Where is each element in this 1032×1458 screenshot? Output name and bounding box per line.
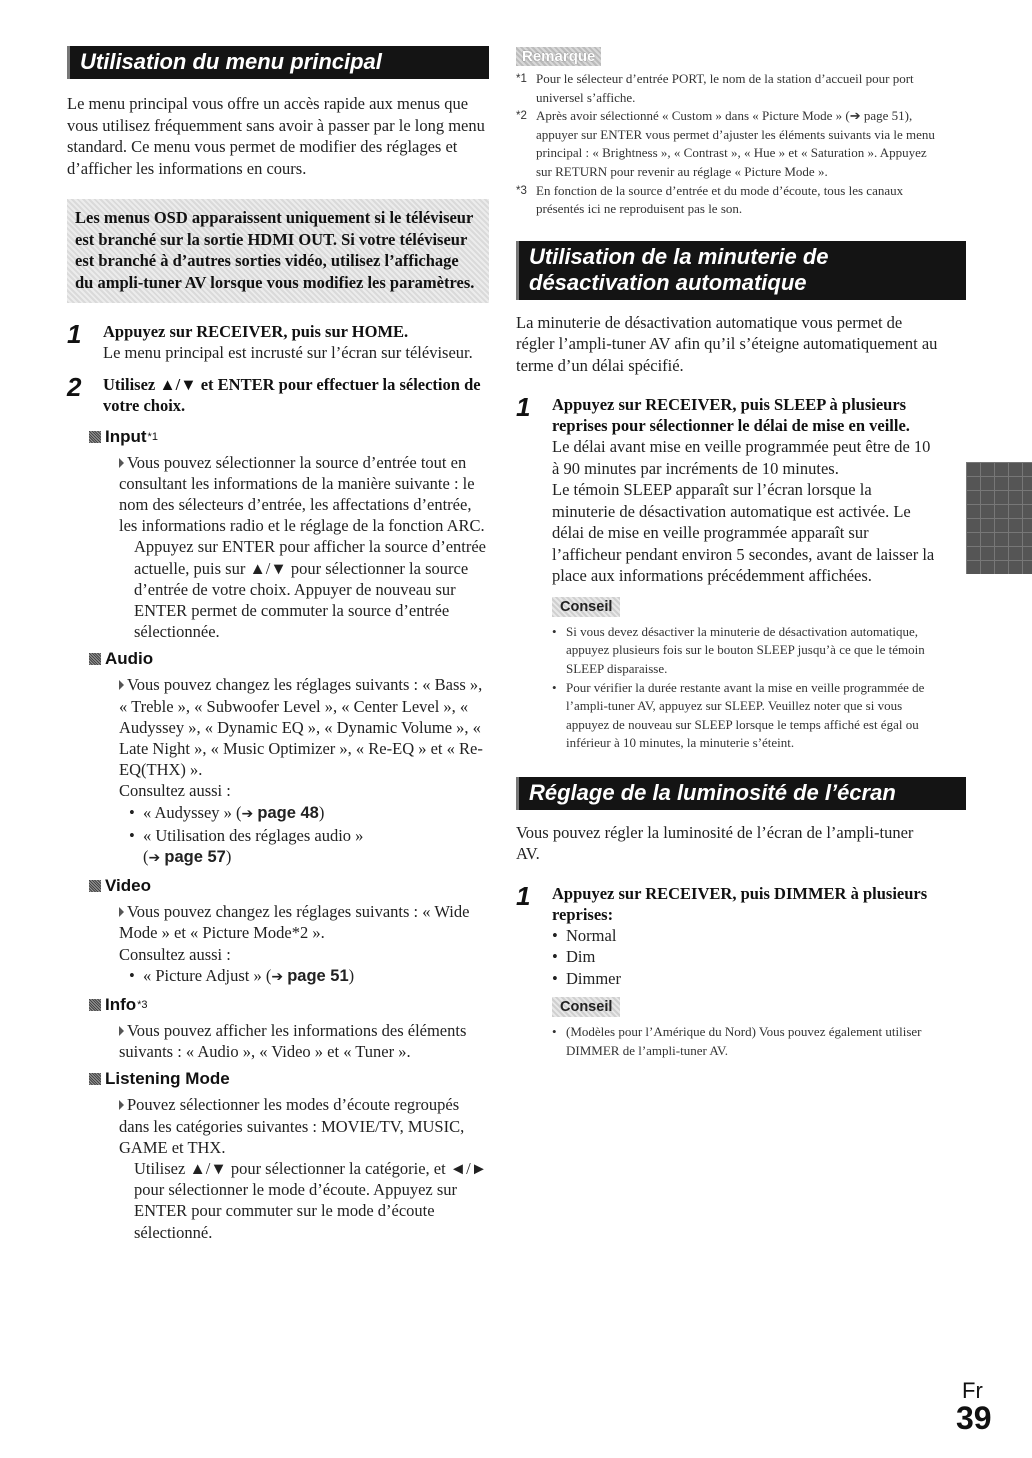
step-number: 1 [516, 880, 531, 911]
dimmer-option: • Normal [552, 925, 938, 947]
triangle-bullet-icon [119, 1100, 124, 1110]
square-bullet-icon [89, 1073, 101, 1085]
chapter-tab [966, 462, 1032, 574]
remarque-label: Remarque [516, 47, 601, 66]
square-bullet-icon [89, 431, 101, 443]
footnote: *3 En fonction de la source d’entrée et du mode d’écoute, tous les canaux présentés ici ne reproduisent pas le son. [516, 182, 904, 217]
osd-highlight-box: Les menus OSD apparaissent uniquement si le téléviseur est branché sur la sortie HDMI OUT. Si votre téléviseur est branché à d’autres sorties vidéo, utilisez l’affichage du ampli-tuner AV lorsque vous modifiez les paramètres. [67, 199, 489, 303]
input-description-2: Appuyez sur ENTER pour afficher la source d’entrée actuelle, puis sur ▲/▼ pour sélectionner la source d’entrée de votre choix. Appuyer de nouveau sur ENTER permet de commuter la source d’entrée sélectionnée. [134, 537, 487, 642]
video-heading: Video [89, 875, 489, 897]
section-header-sleep-timer: Utilisation de la minuterie de désactivation automatique [516, 241, 966, 300]
footnote: *2 Après avoir sélectionné « Custom » dans « Picture Mode » (➔ page 51), appuyer sur ENTER vous permet d’ajuster les éléments suivants via le menu principal : « Brightness », « Contrast », « Hue » et « Saturation ». Appuyez sur RETURN pour revenir au réglage « Picture Mode ». [516, 108, 935, 179]
footnote: *1 Pour le sélecteur d’entrée PORT, le nom de la station d’accueil pour port universel s’affiche. [516, 71, 914, 105]
step-number: 1 [516, 392, 531, 423]
tip-item: • Si vous devez désactiver la minuterie de désactivation automatique, appuyez plusieurs fois sur le bouton SLEEP jusqu’à ce que le témoin SLEEP disparaisse. [552, 623, 938, 679]
listening-mode-description: Pouvez sélectionner les modes d’écoute regroupés dans les catégories suivantes : MOVIE/TV, MUSIC, GAME et THX. [119, 1095, 465, 1157]
step-title: Appuyez sur RECEIVER, puis DIMMER à plusieurs reprises: [552, 883, 928, 924]
page-link[interactable]: page 48 [257, 803, 319, 822]
arrow-icon: ➔ [271, 968, 284, 985]
triangle-bullet-icon [119, 907, 124, 917]
step-2 [67, 371, 489, 416]
sleep-intro: La minuterie de désactivation automatique vous permet de régler l’ampli-tuner AV afin qu’il s’éteigne automatiquement au terme d’un délai spécifié. [516, 312, 938, 375]
audio-see-also: Consultez aussi : [119, 781, 231, 801]
dimmer-option: • Dim [552, 946, 938, 968]
step-title: Appuyez sur RECEIVER, puis sur HOME. [103, 322, 409, 341]
step-title: Utilisez ▲/▼ et ENTER pour effectuer la sélection de votre choix. [103, 374, 481, 415]
dimmer-step-1 [516, 880, 938, 990]
menu-items [67, 426, 489, 1243]
section-header-main-menu: Utilisation du menu principal [67, 46, 489, 79]
sleep-step-1 [516, 394, 938, 587]
left-column [67, 0, 489, 1243]
step-number: 1 [67, 319, 82, 349]
triangle-bullet-icon [119, 458, 124, 468]
audio-see-list [89, 802, 489, 870]
triangle-bullet-icon [119, 1026, 124, 1036]
section-header-dimmer: Réglage de la luminosité de l’écran [516, 777, 966, 810]
input-description: Vous pouvez sélectionner la source d’entrée tout en consultant les informations de la manière suivante : le nom des sélecteurs d’entrée, les affectations d’entrée, les informations radio et le réglage de la fonction ARC. [119, 452, 485, 536]
triangle-bullet-icon [119, 680, 124, 690]
video-see-list [89, 965, 489, 988]
remarque-box [516, 47, 938, 66]
info-heading: Info *3 [89, 994, 489, 1016]
listening-mode-heading: Listening Mode [89, 1068, 489, 1090]
square-bullet-icon [89, 880, 101, 892]
audio-heading: Audio [89, 648, 489, 670]
tip-item: • (Modèles pour l’Amérique du Nord) Vous pouvez également utiliser DIMMER de l’ampli-tuner AV. [552, 1023, 938, 1060]
step-body: Le délai avant mise en veille programmée peut être de 10 à 90 minutes par incréments de 10 minutes. [552, 437, 931, 478]
conseil-box-2 [516, 997, 938, 1060]
page-language: Fr [962, 1378, 983, 1403]
arrow-icon: ➔ [241, 805, 254, 822]
video-description: Vous pouvez changez les réglages suivants : « Wide Mode » et « Picture Mode*2 ». [119, 902, 470, 943]
tip-item: • Pour vérifier la durée restante avant la mise en veille programmée de l’ampli-tuner AV, appuyez sur SLEEP. Veuillez noter que si vous appuyez de nouveau sur SLEEP lorsque le temps affiché est égal ou inférieur à 10 minutes, la minuterie s’éteint. [552, 679, 938, 753]
step-number: 2 [67, 371, 82, 402]
info-description: Vous pouvez afficher les informations des éléments suivants : « Audio », « Video » et « Tuner ». [119, 1020, 467, 1062]
conseil-label: Conseil [552, 597, 620, 617]
page-link[interactable]: page 57 [164, 847, 226, 866]
input-heading: Input *1 [89, 426, 489, 448]
step-1 [67, 321, 489, 364]
step-title: Appuyez sur RECEIVER, puis SLEEP à plusieurs reprises pour sélectionner le délai de mise en veille. [552, 395, 910, 436]
arrow-icon: ➔ [148, 849, 161, 866]
see-also-item: • « Picture Adjust » (➔ page 51) [129, 965, 489, 988]
see-also-item: • « Utilisation des réglages audio » (➔ page 57) [129, 825, 489, 869]
dimmer-option: • Dimmer [552, 968, 938, 990]
dimmer-options [552, 925, 938, 990]
right-column [516, 0, 938, 1061]
listening-mode-description-2: Utilisez ▲/▼ pour sélectionner la catégorie, et ◄/► pour sélectionner le mode d’écoute. Appuyez sur ENTER pour commuter sur le mode d’écoute sélectionné. [134, 1158, 488, 1242]
intro-paragraph: Le menu principal vous offre un accès rapide aux menus que vous utilisez fréquemment sans avoir à passer par le long menu standard. Ce menu vous permet de modifier des réglages et d’afficher les informations en cours. [67, 94, 485, 178]
dimmer-intro: Vous pouvez régler la luminosité de l’écran de l’ampli-tuner AV. [516, 822, 914, 864]
footnotes [516, 70, 938, 219]
step-body: Le témoin SLEEP apparaît sur l’écran lorsque la minuterie de désactivation automatique est activée. Le délai de mise en veille programmée apparaît sur l’afficheur pendant environ 5 secondes, avant de laisser la place aux informations précédemment affichées. [552, 480, 935, 586]
video-see-also: Consultez aussi : [119, 944, 231, 964]
conseil-label: Conseil [552, 997, 620, 1017]
audio-description: Vous pouvez changez les réglages suivants : « Bass », « Treble », « Subwoofer Level », « Center Level », « Audyssey », « Dynamic EQ », « Dynamic Volume », « Late Night », « Music Optimizer », « Re-EQ » et « Re-EQ(THX) ». [119, 675, 483, 780]
page-number: 39 [956, 1400, 992, 1436]
step-body: Le menu principal est incrusté sur l’écran sur téléviseur. [103, 343, 473, 362]
conseil-box [516, 597, 938, 753]
square-bullet-icon [89, 999, 101, 1011]
see-also-item: • « Audyssey » (➔ page 48) [129, 802, 489, 825]
page-link[interactable]: page 51 [287, 966, 349, 985]
square-bullet-icon [89, 653, 101, 665]
